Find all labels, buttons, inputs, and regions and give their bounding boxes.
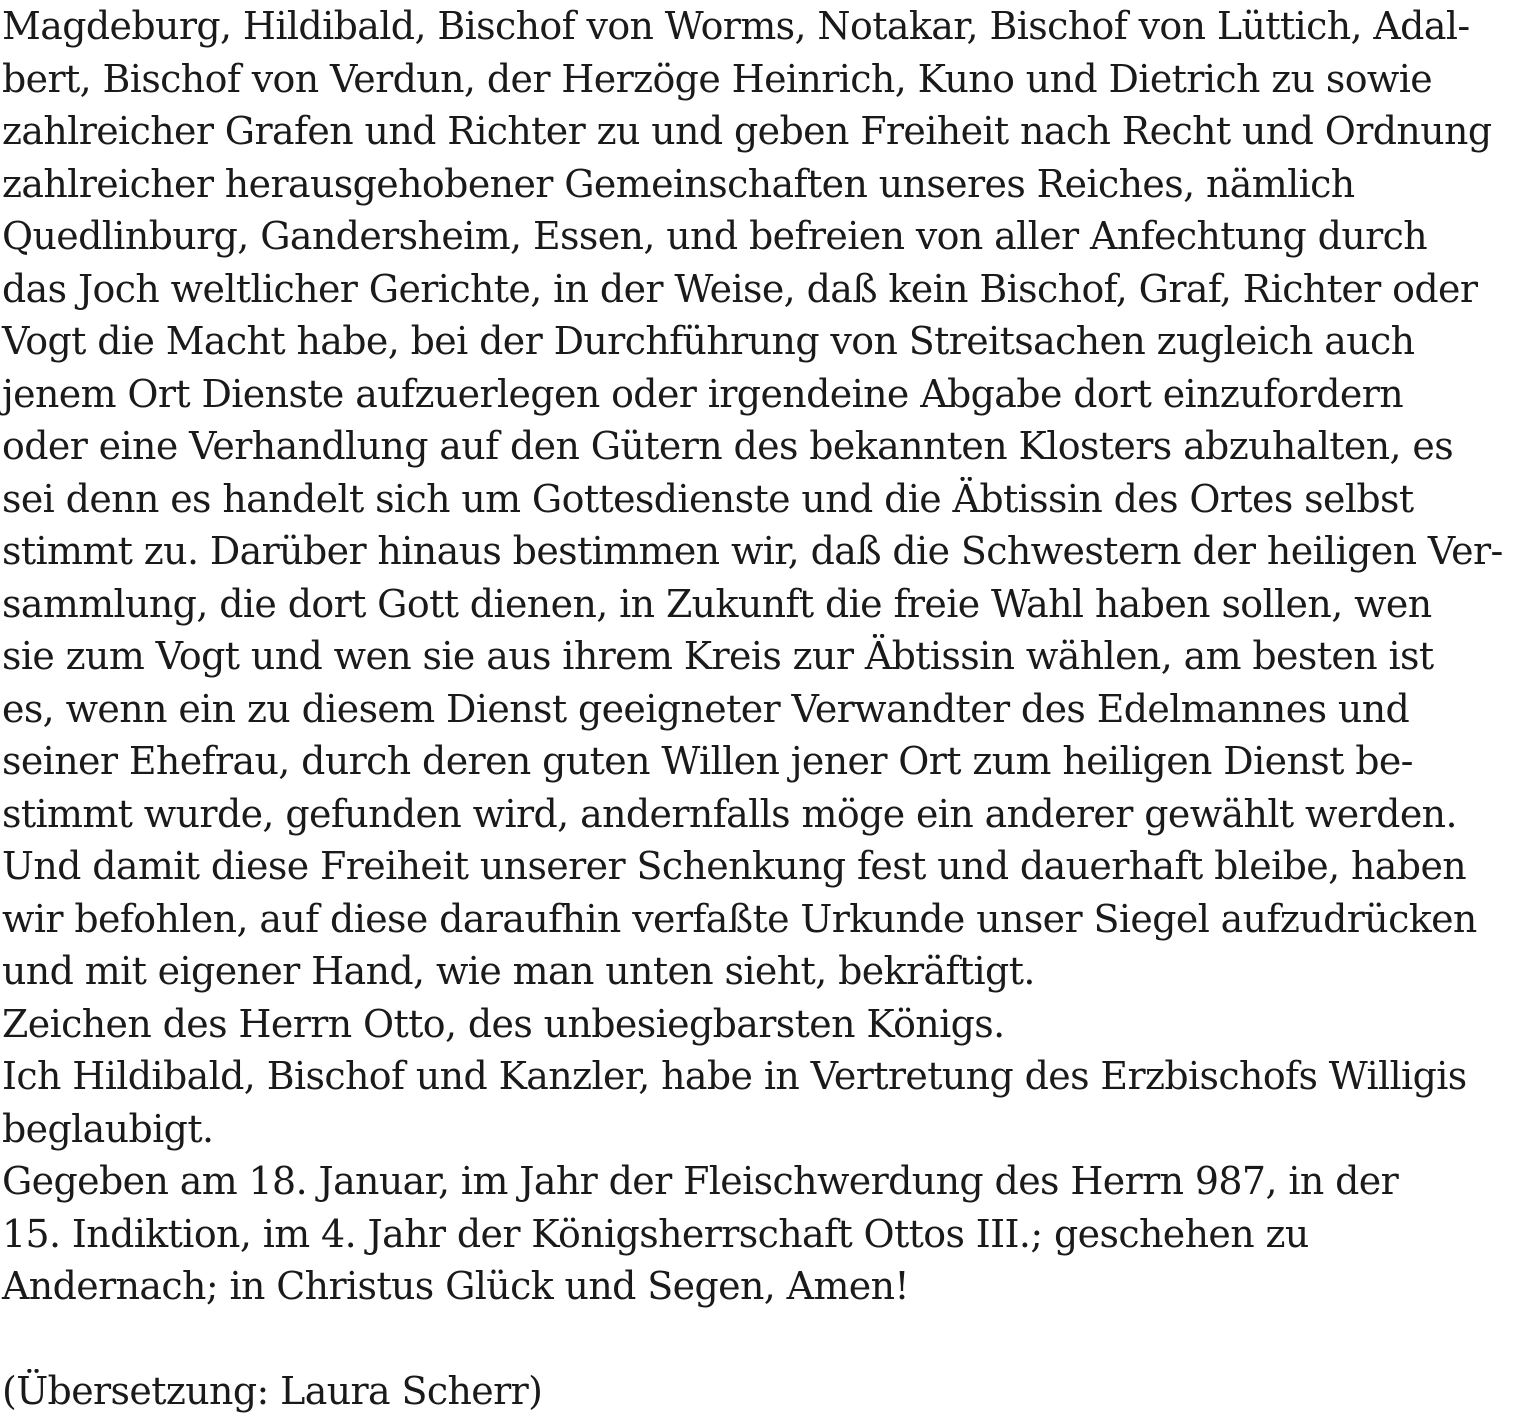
text-line: 15. Indiktion, im 4. Jahr der Königsherrschaft Ottos III.; geschehen zu <box>2 1211 1309 1256</box>
text-line: stimmt zu. Darüber hinaus bestimmen wir, daß die Schwestern der heiligen Ver- <box>2 529 1503 573</box>
text-line: zahlreicher herausgehobener Gemeinschaften unseres Reiches, nämlich <box>2 161 1355 206</box>
text-line: Andernach; in Christus Glück und Segen, Amen! <box>2 1264 910 1308</box>
text-line: es, wenn ein zu diesem Dienst geeigneter Verwandter des Edelmannes und <box>2 686 1410 731</box>
text-line: zahlreicher Grafen und Richter zu und geben Freiheit nach Recht und Ordnung <box>2 109 1492 153</box>
spacer <box>2 1313 1524 1366</box>
text-line: sammlung, die dort Gott dienen, in Zukunft die freie Wahl haben sollen, wen <box>2 581 1432 626</box>
dating-paragraph <box>2 1155 1524 1313</box>
text-line: jenem Ort Dienste aufzuerlegen oder irgendeine Abgabe dort einzufordern <box>2 371 1404 416</box>
text-line: Gegeben am 18. Januar, im Jahr der Fleischwerdung des Herrn 987, in der <box>2 1159 1399 1203</box>
text-line: Magdeburg, Hildibald, Bischof von Worms, Notakar, Bischof von Lüttich, Adal- <box>2 4 1470 48</box>
text-line: Ich Hildibald, Bischof und Kanzler, habe in Vertretung des Erzbischofs Willigis <box>2 1054 1467 1098</box>
text-line: das Joch weltlicher Gerichte, in der Weise, daß kein Bischof, Graf, Richter oder <box>2 266 1478 311</box>
text-line: wir befohlen, auf diese daraufhin verfaßte Urkunde unser Siegel aufzudrücken <box>2 896 1477 941</box>
text-line: stimmt wurde, gefunden wird, andernfalls möge ein anderer gewählt werden. <box>2 791 1457 836</box>
signum-line: Zeichen des Herrn Otto, des unbesiegbarsten Königs. <box>2 1001 1005 1046</box>
text-line: seiner Ehefrau, durch deren guten Willen jener Ort zum heiligen Dienst be- <box>2 739 1413 783</box>
text-line: sie zum Vogt und wen sie aus ihrem Kreis zur Äbtissin wählen, am besten ist <box>2 634 1434 678</box>
text-line: beglaubigt. <box>2 1106 214 1151</box>
text-line: Und damit diese Freiheit unserer Schenkung fest und dauerhaft bleibe, haben <box>2 844 1467 888</box>
text-line: Vogt die Macht habe, bei der Durchführung von Streitsachen zugleich auch <box>2 319 1415 363</box>
text-line: Quedlinburg, Gandersheim, Essen, und befreien von aller Anfechtung durch <box>2 214 1428 258</box>
text-line: oder eine Verhandlung auf den Gütern des bekannten Klosters abzuhalten, es <box>2 424 1454 468</box>
text-line: und mit eigener Hand, wie man unten sieht, bekräftigt. <box>2 949 1035 993</box>
document-page <box>2 0 1524 1418</box>
recognition-paragraph <box>2 1050 1524 1155</box>
text-line: bert, Bischof von Verdun, der Herzöge Heinrich, Kuno und Dietrich zu sowie <box>2 56 1433 101</box>
translator-note: (Übersetzung: Laura Scherr) <box>2 1369 543 1413</box>
text-line: sei denn es handelt sich um Gottesdienste und die Äbtissin des Ortes selbst <box>2 476 1414 521</box>
body-paragraph <box>2 0 1524 998</box>
